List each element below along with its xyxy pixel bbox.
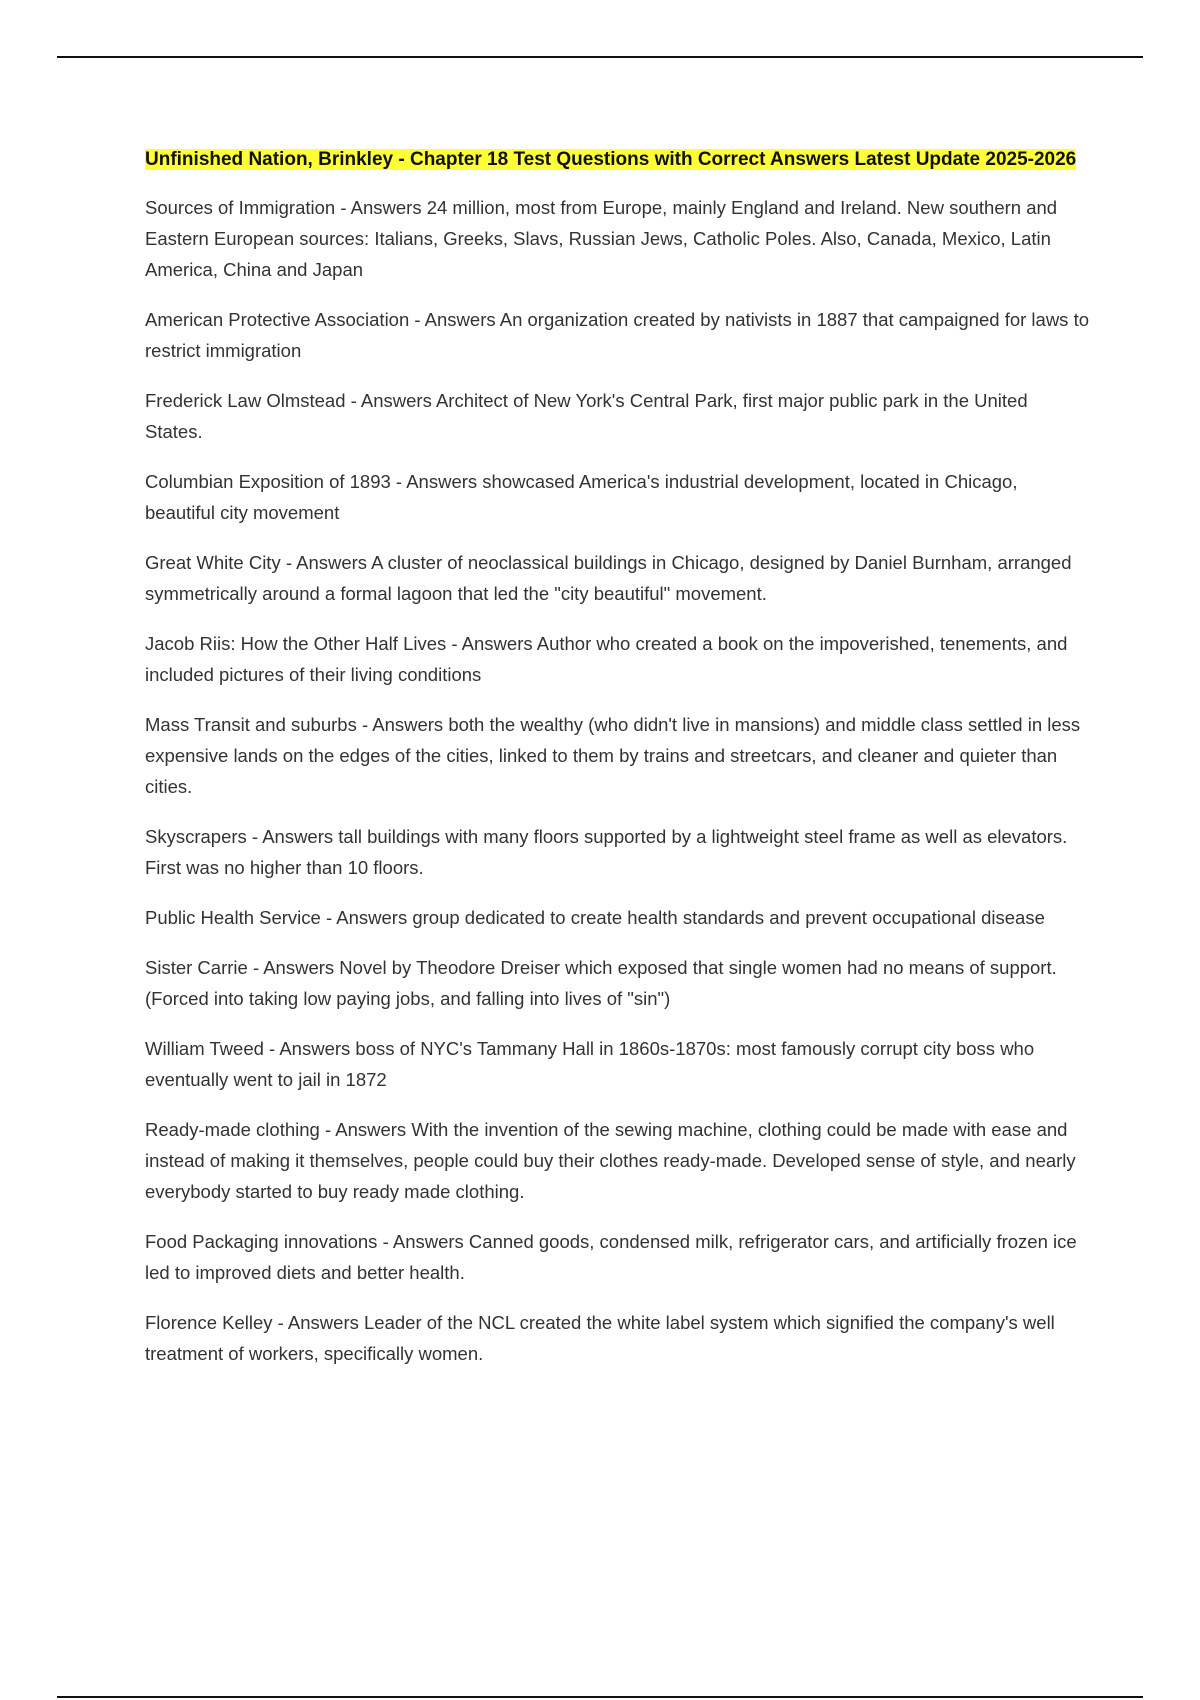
qa-item: Food Packaging innovations - Answers Canned goods, condensed milk, refrigerator cars, and artificially frozen ice led to improved diets and better health.: [145, 1231, 1077, 1283]
qa-item: Jacob Riis: How the Other Half Lives - Answers Author who created a book on the impoverished, tenements, and included pictures of their living conditions: [145, 633, 1068, 685]
document-title-highlight: Unfinished Nation, Brinkley - Chapter 18 Test Questions with Correct Answers Latest Update 2025-2026: [145, 149, 1077, 170]
document-title: [145, 143, 1090, 176]
qa-item: Skyscrapers - Answers tall buildings with many floors supported by a lightweight steel frame as well as elevators. First was no higher than 10 floors.: [145, 826, 1068, 878]
qa-item: Public Health Service - Answers group dedicated to create health standards and prevent occupational disease: [145, 907, 1045, 928]
qa-item: Sources of Immigration - Answers 24 million, most from Europe, mainly England and Ireland. New southern and Eastern European sources: Italians, Greeks, Slavs, Russian Jews, Catholic Poles. Also, Canada, Mexico, Latin America, China and Japan: [145, 197, 1058, 280]
qa-item: Florence Kelley - Answers Leader of the NCL created the white label system which signified the company's well treatment of workers, specifically women.: [145, 1312, 1055, 1364]
bottom-rule: [57, 1696, 1143, 1698]
qa-item: Ready-made clothing - Answers With the invention of the sewing machine, clothing could be made with ease and instead of making it themselves, people could buy their clothes ready-made. Developed sense of style, and nearly everybody started to buy ready made clothing.: [145, 1119, 1076, 1202]
qa-item: Columbian Exposition of 1893 - Answers showcased America's industrial development, located in Chicago, beautiful city movement: [145, 471, 1018, 523]
top-rule: [57, 56, 1143, 58]
qa-item: Sister Carrie - Answers Novel by Theodore Dreiser which exposed that single women had no means of support. (Forced into taking low paying jobs, and falling into lives of "sin"): [145, 957, 1057, 1009]
qa-item: American Protective Association - Answers An organization created by nativists in 1887 that campaigned for laws to restrict immigration: [145, 309, 1089, 361]
document-body: [145, 143, 1090, 1388]
qa-item: William Tweed - Answers boss of NYC's Tammany Hall in 1860s-1870s: most famously corrupt city boss who eventually went to jail in 1872: [145, 1038, 1035, 1090]
qa-item: Frederick Law Olmstead - Answers Architect of New York's Central Park, first major public park in the United States.: [145, 390, 1028, 442]
qa-item: Mass Transit and suburbs - Answers both the wealthy (who didn't live in mansions) and middle class settled in less expensive lands on the edges of the cities, linked to them by trains and streetcars, and cleaner and quieter than cities.: [145, 714, 1081, 797]
qa-list: [145, 192, 1090, 1369]
qa-item: Great White City - Answers A cluster of neoclassical buildings in Chicago, designed by Daniel Burnham, arranged symmetrically around a formal lagoon that led the "city beautiful" movement.: [145, 552, 1072, 604]
